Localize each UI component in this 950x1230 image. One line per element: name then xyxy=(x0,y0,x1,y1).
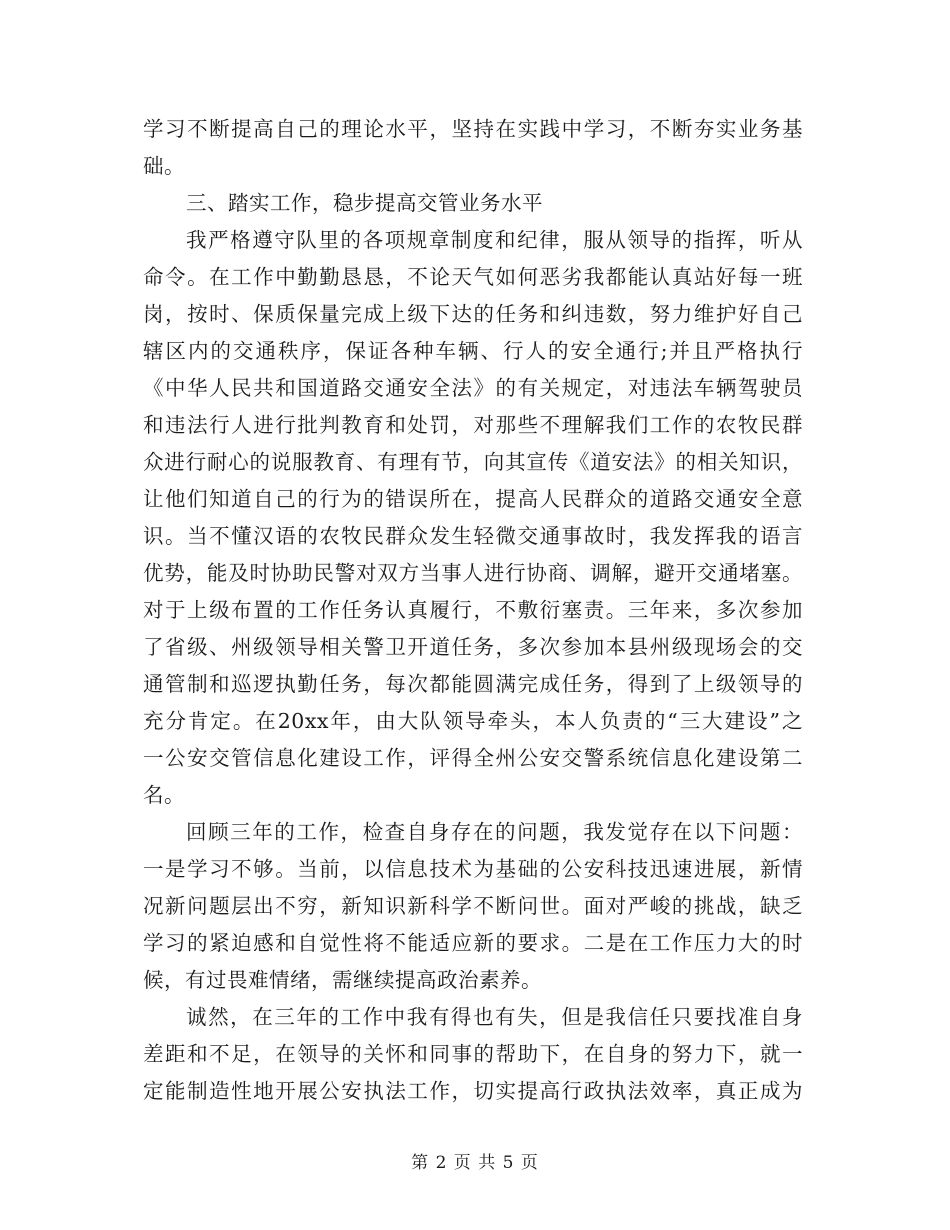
section-heading: 三、踏实工作，稳步提高交管业务水平 xyxy=(186,191,543,215)
paragraph-line: 通管制和巡逻执勤任务，每次都能圆满完成任务，得到了上级领导的 xyxy=(143,672,803,696)
paragraph-line: 命令。在工作中勤勤恳恳，不论天气如何恶劣我都能认真站好每一班 xyxy=(143,265,803,289)
paragraph-line: 让他们知道自己的行为的错误所在，提高人民群众的道路交通安全意 xyxy=(143,487,803,511)
paragraph-line: 候，有过畏难情绪，需继续提高政治素养。 xyxy=(143,968,542,992)
paragraph-line: 一是学习不够。当前，以信息技术为基础的公安科技迅速进展，新情 xyxy=(143,857,803,881)
paragraph-line: 岗，按时、保质保量完成上级下达的任务和纠违数，努力维护好自己 xyxy=(143,302,803,326)
paragraph-line: 《中华人民共和国道路交通安全法》的有关规定，对违法车辆驾驶员 xyxy=(143,376,803,400)
paragraph-line: 我严格遵守队里的各项规章制度和纪律，服从领导的指挥，听从 xyxy=(186,228,803,252)
paragraph-line: 回顾三年的工作，检查自身存在的问题，我发觉存在以下问题： xyxy=(186,820,803,844)
paragraph-line: 一公安交管信息化建设工作，评得全州公安交警系统信息化建设第二 xyxy=(143,746,803,770)
paragraph-line: 定能制造性地开展公安执法工作，切实提高行政执法效率，真正成为 xyxy=(143,1079,803,1103)
paragraph-line: 众进行耐心的说服教育、有理有节，向其宣传《道安法》的相关知识， xyxy=(143,450,803,474)
paragraph-line: 辖区内的交通秩序，保证各种车辆、行人的安全通行;并且严格执行 xyxy=(143,339,803,363)
paragraph-line: 了省级、州级领导相关警卫开道任务，多次参加本县州级现场会的交 xyxy=(143,635,803,659)
paragraph-line: 优势，能及时协助民警对双方当事人进行协商、调解，避开交通堵塞。 xyxy=(143,561,803,585)
paragraph-line: 名。 xyxy=(143,783,185,807)
paragraph-line: 识。当不懂汉语的农牧民群众发生轻微交通事故时，我发挥我的语言 xyxy=(143,524,803,548)
paragraph-line: 对于上级布置的工作任务认真履行，不敷衍塞责。三年来，多次参加 xyxy=(143,598,803,622)
page-number-footer: 第 2 页 共 5 页 xyxy=(411,1153,539,1173)
paragraph-line: 学习的紧迫感和自觉性将不能适应新的要求。二是在工作压力大的时 xyxy=(143,931,803,955)
paragraph-line: 诚然，在三年的工作中我有得也有失，但是我信任只要找准自身 xyxy=(186,1005,803,1029)
paragraph-line: 差距和不足，在领导的关怀和同事的帮助下，在自身的努力下，就一 xyxy=(143,1042,803,1066)
paragraph-line: 学习不断提高自己的理论水平，坚持在实践中学习，不断夯实业务基 xyxy=(143,117,803,141)
paragraph-line: 充分肯定。在20xx年，由大队领导牵头，本人负责的“三大建设”之 xyxy=(143,709,803,733)
paragraph-line: 础。 xyxy=(143,154,185,178)
paragraph-line: 况新问题层出不穷，新知识新科学不断问世。面对严峻的挑战，缺乏 xyxy=(143,894,803,918)
paragraph-line: 和违法行人进行批判教育和处罚，对那些不理解我们工作的农牧民群 xyxy=(143,413,803,437)
